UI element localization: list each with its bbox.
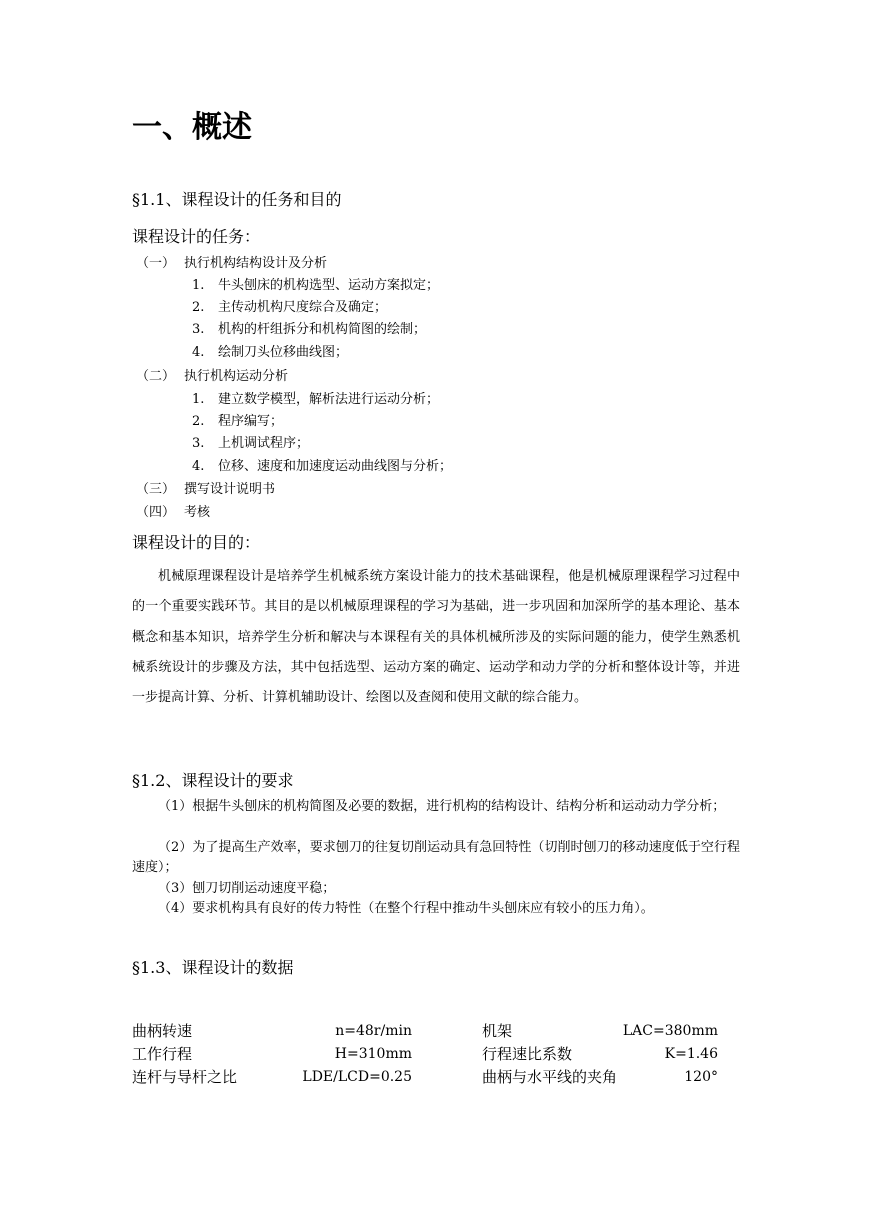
group-number: （三） [136,482,176,497]
task-item [192,434,309,454]
task-group [136,254,327,274]
task-group [136,367,288,387]
item-text: 机构的杆组拆分和机构简图的绘制； [218,322,427,337]
spec-value: K=1.46 [664,1046,718,1062]
spec-row [132,1066,740,1088]
chapter-title: 一、概述 [132,110,252,145]
group-label: 考核 [184,505,211,520]
task-item [192,412,283,432]
item-text: 建立数学模型，解析法进行运动分析； [218,392,440,407]
group-number: （一） [136,256,176,271]
task-item [192,390,439,410]
task-item [192,298,387,318]
spec-value: H=310mm [334,1046,412,1062]
item-text: 程序编写； [218,414,284,429]
task-item [192,276,439,296]
spec-value: LDE/LCD=0.25 [302,1069,412,1085]
tasks-heading: 课程设计的任务： [132,227,261,246]
spec-label: 工作行程 [132,1045,193,1063]
section-1-1-title: §1.1、课程设计的任务和目的 [132,190,342,209]
task-group [136,503,210,523]
group-number: （二） [136,369,176,384]
spec-label: 机架 [482,1022,513,1040]
item-number: 1. [192,392,205,407]
group-number: （四） [136,505,176,520]
requirement-item: （2）为了提高生产效率，要求刨刀的往复切削运动具有急回特性（切削时刨刀的移动速度低于空行程速度）； [132,840,740,875]
spec-row [132,1020,740,1042]
purpose-paragraph: 机械原理课程设计是培养学生机械系统方案设计能力的技术基础课程，他是机械原理课程学习过程中的一个重要实践环节。其目的是以机械原理课程的学习为基础，进一步巩固和加深所学的基本理论、基本概念和基本知识，培养学生分析和解决与本课程有关的具体机械所涉及的实际问题的能力，使学生熟悉机械系统设计的步骤及方法，其中包括选型、运动方案的确定、运动学和动力学的分析和整体设计等，并进一步提高计算、分析、计算机辅助设计、绘图以及查阅和使用文献的综合能力。 [132,569,740,706]
item-text: 牛头刨床的机构选型、运动方案拟定； [218,278,440,293]
item-number: 2. [192,300,205,315]
item-number: 3. [192,436,205,451]
purpose-heading: 课程设计的目的： [132,533,261,552]
spec-value: n=48r/min [335,1023,412,1039]
group-label: 执行机构运动分析 [184,369,289,384]
task-item [192,457,452,477]
spec-value: LAC=380mm [622,1023,718,1039]
spec-label: 曲柄转速 [132,1022,193,1040]
item-number: 3. [192,322,205,337]
spec-value: 120° [684,1069,718,1085]
requirement-item: （1）根据牛头刨床的机构简图及必要的数据，进行机构的结构设计、结构分析和运动动力学分析； [158,799,726,814]
task-item [192,343,348,363]
item-text: 位移、速度和加速度运动曲线图与分析； [218,459,453,474]
spec-label: 行程速比系数 [482,1045,573,1063]
section-1-3-title: §1.3、课程设计的数据 [132,958,294,977]
item-number: 4. [192,345,205,360]
item-number: 4. [192,459,205,474]
item-number: 1. [192,278,205,293]
spec-label: 连杆与导杆之比 [132,1068,238,1086]
group-label: 执行机构结构设计及分析 [184,256,328,271]
item-text: 绘制刀头位移曲线图； [218,345,349,360]
spec-label: 曲柄与水平线的夹角 [482,1068,618,1086]
item-text: 主传动机构尺度综合及确定； [218,300,388,315]
group-label: 撰写设计说明书 [184,482,276,497]
item-text: 上机调试程序； [218,436,310,451]
task-item [192,320,426,340]
section-1-2-title: §1.2、课程设计的要求 [132,771,294,790]
spec-row [132,1043,740,1065]
item-number: 2. [192,414,205,429]
task-group [136,480,275,500]
requirement-item: （3）刨刀切削运动速度平稳； [158,881,336,896]
requirement-item: （4）要求机构具有良好的传力特性（在整个行程中推动牛头刨床应有较小的压力角）。 [158,901,654,916]
